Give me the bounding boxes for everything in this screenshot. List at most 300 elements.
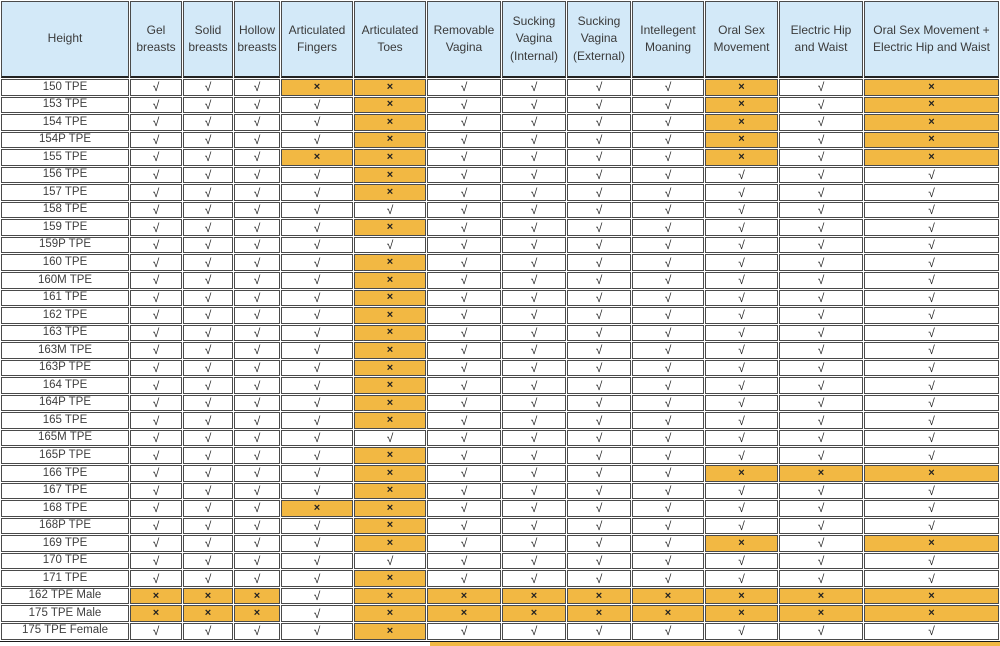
check-cell: √ [234, 184, 280, 201]
table-row [1, 202, 999, 219]
check-cell: √ [502, 184, 566, 201]
check-cell: √ [705, 395, 778, 412]
check-cell: √ [130, 535, 182, 552]
check-cell: √ [234, 97, 280, 114]
cross-cell: × [567, 588, 631, 605]
check-cell: √ [779, 553, 863, 570]
table-row [1, 219, 999, 236]
cross-cell: × [130, 588, 182, 605]
check-cell: √ [427, 500, 501, 517]
check-cell: √ [779, 290, 863, 307]
check-cell: √ [632, 114, 704, 131]
check-cell: √ [705, 360, 778, 377]
table-row [1, 465, 999, 482]
table-row [1, 184, 999, 201]
check-cell: √ [130, 149, 182, 166]
height-cell: 158 TPE [1, 202, 129, 219]
check-cell: √ [779, 570, 863, 587]
cross-cell: × [281, 500, 353, 517]
check-cell: √ [234, 114, 280, 131]
check-cell: √ [130, 483, 182, 500]
height-cell: 168 TPE [1, 500, 129, 517]
cross-cell: × [234, 588, 280, 605]
check-cell: √ [705, 483, 778, 500]
check-cell: √ [234, 325, 280, 342]
cross-cell: × [354, 272, 426, 289]
cross-cell: × [567, 605, 631, 622]
cross-cell: × [632, 588, 704, 605]
check-cell: √ [183, 623, 233, 640]
check-cell: √ [632, 412, 704, 429]
check-cell: √ [234, 132, 280, 149]
check-cell: √ [354, 553, 426, 570]
check-cell: √ [281, 219, 353, 236]
check-cell: √ [779, 272, 863, 289]
column-header-8: Sucking Vagina (External) [567, 1, 631, 78]
cross-cell: × [354, 290, 426, 307]
check-cell: √ [281, 307, 353, 324]
check-cell: √ [779, 325, 863, 342]
cutoff-next-row-strip [0, 641, 1000, 646]
check-cell: √ [502, 202, 566, 219]
check-cell: √ [632, 623, 704, 640]
check-cell: √ [779, 184, 863, 201]
column-header-2: Solid breasts [183, 1, 233, 78]
cross-cell: × [354, 518, 426, 535]
check-cell: √ [183, 167, 233, 184]
table-row [1, 149, 999, 166]
check-cell: √ [234, 483, 280, 500]
check-cell: √ [234, 272, 280, 289]
check-cell: √ [183, 272, 233, 289]
check-cell: √ [502, 132, 566, 149]
check-cell: √ [779, 149, 863, 166]
check-cell: √ [705, 500, 778, 517]
check-cell: √ [502, 465, 566, 482]
cross-cell: × [705, 114, 778, 131]
check-cell: √ [502, 535, 566, 552]
check-cell: √ [281, 342, 353, 359]
check-cell: √ [427, 518, 501, 535]
cross-cell: × [502, 605, 566, 622]
height-cell: 159 TPE [1, 219, 129, 236]
check-cell: √ [427, 553, 501, 570]
check-cell: √ [281, 465, 353, 482]
check-cell: √ [779, 237, 863, 254]
check-cell: √ [130, 447, 182, 464]
height-cell: 160M TPE [1, 272, 129, 289]
check-cell: √ [427, 325, 501, 342]
check-cell: √ [779, 430, 863, 447]
check-cell: √ [234, 553, 280, 570]
check-cell: √ [632, 254, 704, 271]
check-cell: √ [502, 325, 566, 342]
cross-cell: × [779, 605, 863, 622]
check-cell: √ [281, 605, 353, 622]
check-cell: √ [502, 447, 566, 464]
check-cell: √ [705, 290, 778, 307]
check-cell: √ [281, 553, 353, 570]
check-cell: √ [705, 342, 778, 359]
check-cell: √ [502, 272, 566, 289]
check-cell: √ [567, 307, 631, 324]
check-cell: √ [864, 395, 999, 412]
height-cell: 163 TPE [1, 325, 129, 342]
check-cell: √ [281, 570, 353, 587]
table-row [1, 483, 999, 500]
height-cell: 155 TPE [1, 149, 129, 166]
table-row [1, 237, 999, 254]
table-row [1, 97, 999, 114]
cross-cell: × [779, 465, 863, 482]
check-cell: √ [502, 149, 566, 166]
check-cell: √ [864, 290, 999, 307]
cross-cell: × [354, 342, 426, 359]
check-cell: √ [864, 325, 999, 342]
check-cell: √ [779, 395, 863, 412]
check-cell: √ [567, 623, 631, 640]
check-cell: √ [427, 307, 501, 324]
check-cell: √ [779, 377, 863, 394]
check-cell: √ [632, 500, 704, 517]
cross-cell: × [864, 149, 999, 166]
check-cell: √ [502, 254, 566, 271]
check-cell: √ [427, 570, 501, 587]
height-cell: 153 TPE [1, 97, 129, 114]
table-header [1, 1, 999, 78]
table-row [1, 325, 999, 342]
cross-cell: × [183, 588, 233, 605]
check-cell: √ [779, 307, 863, 324]
check-cell: √ [183, 342, 233, 359]
check-cell: √ [130, 377, 182, 394]
check-cell: √ [779, 447, 863, 464]
table-row [1, 132, 999, 149]
table-row [1, 535, 999, 552]
table-row [1, 605, 999, 622]
check-cell: √ [281, 483, 353, 500]
check-cell: √ [864, 500, 999, 517]
check-cell: √ [632, 342, 704, 359]
height-cell: 169 TPE [1, 535, 129, 552]
check-cell: √ [183, 149, 233, 166]
check-cell: √ [281, 254, 353, 271]
check-cell: √ [130, 219, 182, 236]
check-cell: √ [281, 114, 353, 131]
check-cell: √ [705, 325, 778, 342]
cross-cell: × [354, 588, 426, 605]
check-cell: √ [183, 430, 233, 447]
check-cell: √ [130, 114, 182, 131]
check-cell: √ [427, 202, 501, 219]
check-cell: √ [705, 184, 778, 201]
check-cell: √ [354, 237, 426, 254]
check-cell: √ [864, 272, 999, 289]
table-body [1, 79, 999, 640]
cross-cell: × [354, 167, 426, 184]
table-row [1, 290, 999, 307]
check-cell: √ [183, 412, 233, 429]
height-cell: 160 TPE [1, 254, 129, 271]
height-cell: 167 TPE [1, 483, 129, 500]
check-cell: √ [502, 430, 566, 447]
height-cell: 165 TPE [1, 412, 129, 429]
check-cell: √ [705, 553, 778, 570]
check-cell: √ [779, 623, 863, 640]
check-cell: √ [183, 483, 233, 500]
check-cell: √ [502, 395, 566, 412]
height-cell: 163M TPE [1, 342, 129, 359]
check-cell: √ [234, 254, 280, 271]
height-cell: 170 TPE [1, 553, 129, 570]
table-row [1, 360, 999, 377]
cross-cell: × [281, 149, 353, 166]
check-cell: √ [632, 167, 704, 184]
check-cell: √ [183, 290, 233, 307]
check-cell: √ [234, 202, 280, 219]
check-cell: √ [502, 412, 566, 429]
check-cell: √ [779, 483, 863, 500]
check-cell: √ [567, 254, 631, 271]
table-row [1, 430, 999, 447]
cross-cell: × [354, 79, 426, 96]
check-cell: √ [130, 184, 182, 201]
check-cell: √ [183, 377, 233, 394]
cross-cell: × [354, 132, 426, 149]
check-cell: √ [567, 377, 631, 394]
check-cell: √ [427, 412, 501, 429]
table-row [1, 114, 999, 131]
column-header-12: Oral Sex Movement + Electric Hip and Waist [864, 1, 999, 78]
check-cell: √ [632, 430, 704, 447]
check-cell: √ [183, 307, 233, 324]
height-cell: 175 TPE Female [1, 623, 129, 640]
check-cell: √ [427, 377, 501, 394]
check-cell: √ [705, 377, 778, 394]
cutoff-white-segment [0, 642, 430, 646]
check-cell: √ [234, 79, 280, 96]
table-row [1, 377, 999, 394]
cross-cell: × [354, 114, 426, 131]
cross-cell: × [864, 132, 999, 149]
table-row [1, 412, 999, 429]
column-header-1: Gel breasts [130, 1, 182, 78]
check-cell: √ [183, 518, 233, 535]
column-header-11: Electric Hip and Waist [779, 1, 863, 78]
check-cell: √ [632, 79, 704, 96]
cross-cell: × [354, 570, 426, 587]
check-cell: √ [183, 570, 233, 587]
check-cell: √ [567, 325, 631, 342]
check-cell: √ [632, 132, 704, 149]
cross-cell: × [427, 588, 501, 605]
cutoff-orange-segment [430, 642, 1000, 646]
table-row [1, 500, 999, 517]
cross-cell: × [864, 535, 999, 552]
height-cell: 150 TPE [1, 79, 129, 96]
check-cell: √ [779, 412, 863, 429]
height-cell: 168P TPE [1, 518, 129, 535]
check-cell: √ [567, 237, 631, 254]
check-cell: √ [779, 167, 863, 184]
cross-cell: × [705, 588, 778, 605]
check-cell: √ [427, 167, 501, 184]
check-cell: √ [234, 377, 280, 394]
check-cell: √ [183, 535, 233, 552]
check-cell: √ [632, 149, 704, 166]
cross-cell: × [705, 465, 778, 482]
check-cell: √ [427, 184, 501, 201]
check-cell: √ [281, 360, 353, 377]
cross-cell: × [354, 412, 426, 429]
cross-cell: × [705, 605, 778, 622]
check-cell: √ [281, 535, 353, 552]
check-cell: √ [864, 483, 999, 500]
table-row [1, 395, 999, 412]
cross-cell: × [864, 588, 999, 605]
check-cell: √ [632, 325, 704, 342]
check-cell: √ [427, 290, 501, 307]
check-cell: √ [281, 325, 353, 342]
check-cell: √ [567, 500, 631, 517]
column-header-6: Removable Vagina [427, 1, 501, 78]
check-cell: √ [864, 307, 999, 324]
cross-cell: × [705, 97, 778, 114]
check-cell: √ [632, 237, 704, 254]
check-cell: √ [183, 447, 233, 464]
cross-cell: × [354, 623, 426, 640]
check-cell: √ [567, 167, 631, 184]
check-cell: √ [502, 553, 566, 570]
check-cell: √ [234, 395, 280, 412]
check-cell: √ [281, 518, 353, 535]
column-header-10: Oral Sex Movement [705, 1, 778, 78]
column-header-9: Intellegent Moaning [632, 1, 704, 78]
check-cell: √ [130, 325, 182, 342]
check-cell: √ [183, 325, 233, 342]
check-cell: √ [183, 500, 233, 517]
cross-cell: × [705, 535, 778, 552]
check-cell: √ [567, 202, 631, 219]
height-cell: 163P TPE [1, 360, 129, 377]
check-cell: √ [567, 97, 631, 114]
check-cell: √ [705, 430, 778, 447]
check-cell: √ [779, 500, 863, 517]
check-cell: √ [234, 342, 280, 359]
check-cell: √ [567, 360, 631, 377]
height-cell: 164 TPE [1, 377, 129, 394]
check-cell: √ [632, 377, 704, 394]
check-cell: √ [864, 237, 999, 254]
check-cell: √ [281, 395, 353, 412]
check-cell: √ [567, 430, 631, 447]
check-cell: √ [281, 430, 353, 447]
check-cell: √ [130, 202, 182, 219]
table-row [1, 553, 999, 570]
table-row [1, 272, 999, 289]
check-cell: √ [864, 447, 999, 464]
check-cell: √ [779, 202, 863, 219]
check-cell: √ [183, 202, 233, 219]
check-cell: √ [130, 360, 182, 377]
cross-cell: × [705, 149, 778, 166]
check-cell: √ [427, 97, 501, 114]
check-cell: √ [130, 167, 182, 184]
cross-cell: × [779, 588, 863, 605]
cross-cell: × [354, 184, 426, 201]
check-cell: √ [130, 237, 182, 254]
height-cell: 165P TPE [1, 447, 129, 464]
check-cell: √ [502, 360, 566, 377]
table-row [1, 570, 999, 587]
check-cell: √ [427, 342, 501, 359]
check-cell: √ [427, 465, 501, 482]
table-row [1, 167, 999, 184]
check-cell: √ [864, 254, 999, 271]
check-cell: √ [281, 588, 353, 605]
check-cell: √ [502, 97, 566, 114]
cross-cell: × [354, 325, 426, 342]
check-cell: √ [705, 518, 778, 535]
check-cell: √ [234, 535, 280, 552]
check-cell: √ [502, 377, 566, 394]
check-cell: √ [183, 237, 233, 254]
header-row [1, 1, 999, 78]
check-cell: √ [130, 395, 182, 412]
check-cell: √ [705, 237, 778, 254]
check-cell: √ [502, 623, 566, 640]
column-header-3: Hollow breasts [234, 1, 280, 78]
check-cell: √ [567, 553, 631, 570]
check-cell: √ [502, 483, 566, 500]
check-cell: √ [183, 132, 233, 149]
check-cell: √ [427, 272, 501, 289]
height-cell: 171 TPE [1, 570, 129, 587]
check-cell: √ [130, 307, 182, 324]
cross-cell: × [864, 605, 999, 622]
check-cell: √ [567, 342, 631, 359]
check-cell: √ [130, 97, 182, 114]
check-cell: √ [130, 272, 182, 289]
check-cell: √ [354, 430, 426, 447]
cross-cell: × [354, 535, 426, 552]
check-cell: √ [234, 430, 280, 447]
check-cell: √ [864, 412, 999, 429]
check-cell: √ [130, 132, 182, 149]
check-cell: √ [632, 219, 704, 236]
check-cell: √ [502, 307, 566, 324]
height-cell: 162 TPE Male [1, 588, 129, 605]
check-cell: √ [567, 272, 631, 289]
check-cell: √ [567, 79, 631, 96]
check-cell: √ [234, 447, 280, 464]
check-cell: √ [779, 360, 863, 377]
check-cell: √ [130, 254, 182, 271]
check-cell: √ [864, 430, 999, 447]
cross-cell: × [354, 500, 426, 517]
check-cell: √ [632, 97, 704, 114]
check-cell: √ [130, 290, 182, 307]
table-row [1, 518, 999, 535]
check-cell: √ [632, 465, 704, 482]
check-cell: √ [427, 395, 501, 412]
height-cell: 164P TPE [1, 395, 129, 412]
check-cell: √ [281, 184, 353, 201]
check-cell: √ [427, 254, 501, 271]
check-cell: √ [130, 79, 182, 96]
table-row [1, 588, 999, 605]
check-cell: √ [427, 149, 501, 166]
